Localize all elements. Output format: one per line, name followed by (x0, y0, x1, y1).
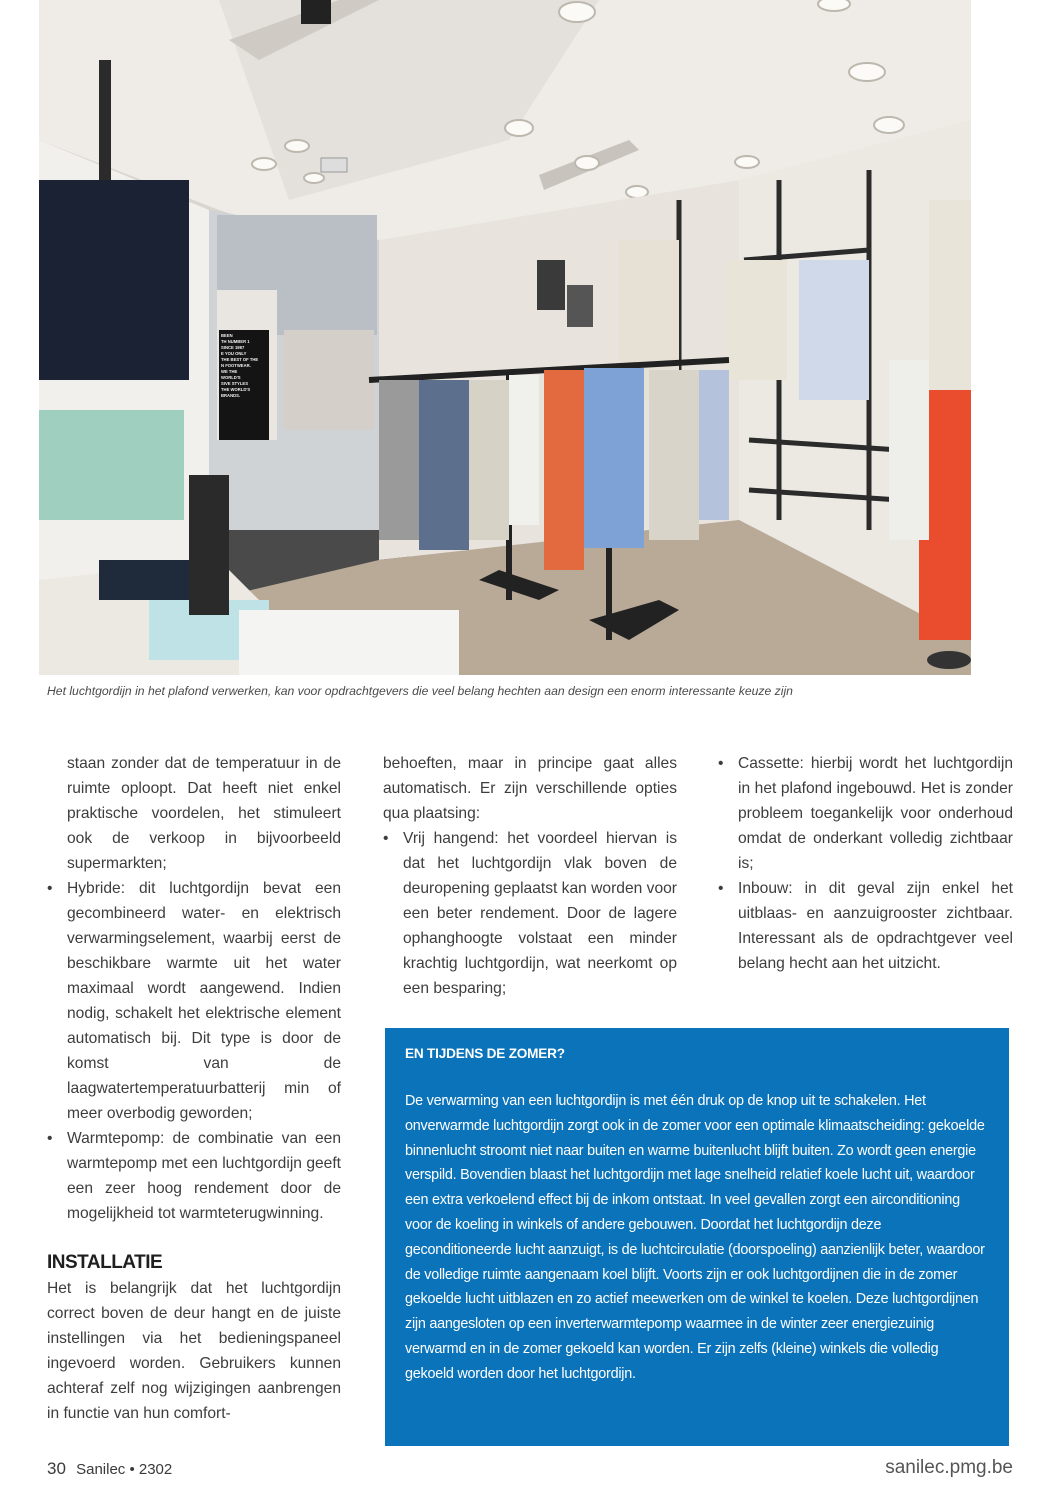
storefront-sign-line: WE THE (221, 369, 238, 374)
storefront-sign-line: THE BEST OF THE (221, 357, 259, 362)
storefront-sign-line: BRANDS. (221, 393, 241, 398)
storefront-sign-line: TH NUMBER 1 (221, 339, 250, 344)
paragraph: behoeften, maar in principe gaat alles automatisch. Er zijn verschillende opties qua plaatsing: (383, 755, 677, 822)
bullet-item-warmtepomp (47, 1126, 341, 1226)
text-column-1 (47, 751, 341, 1426)
bullet-text: Inbouw: in dit geval zijn enkel het uitblaas- en aanzuigrooster zichtbaar. Interessant als de opdrachtgever veel belang hecht aan het uitzicht. (738, 880, 1013, 972)
footer-publication (47, 1459, 172, 1479)
storefront-sign-line: N FOOTWEAR. (221, 363, 251, 368)
section-heading-installatie: INSTALLATIE (47, 1252, 163, 1273)
page-number: 30 (47, 1459, 66, 1478)
text-column-3 (718, 751, 1013, 976)
store-interior-illustration (39, 0, 971, 675)
bullet-text: Warmtepomp: de combinatie van een warmtepomp met een luchtgordijn geeft een zeer hoog rendement door de mogelijkheid tot warmteterugwinning. (67, 1130, 341, 1222)
publication-issue: Sanilec • 2302 (76, 1461, 173, 1478)
storefront-sign-line: SINCE 1987 (221, 345, 245, 350)
bullet-item-hybride (47, 876, 341, 1126)
paragraph: staan zonder dat de temperatuur in de ruimte oploopt. Dat heeft niet enkel praktische voordelen, het stimuleert ook de verkoop in bijvoorbeeld supermarkten; (67, 755, 341, 872)
bullet-symbol: • (47, 1130, 53, 1147)
storefront-sign-line: SIVE STYLES (221, 381, 248, 386)
photo-caption: Het luchtgordijn in het plafond verwerken, kan voor opdrachtgevers die veel belang hechten aan design een enorm interessante keuze zijn (47, 684, 793, 698)
bullet-symbol: • (47, 880, 53, 897)
text-column-2 (383, 751, 677, 1001)
summer-info-box (385, 1028, 1009, 1446)
info-box-title: EN TIJDENS DE ZOMER? (405, 1046, 565, 1061)
storefront-sign-line: THE WORLD'S (221, 387, 251, 392)
bullet-text: Cassette: hierbij wordt het luchtgordijn in het plafond ingebouwd. Het is zonder probleem toegankelijk voor onderhoud omdat de onderkant volledig zichtbaar is; (738, 755, 1013, 872)
storefront-sign-line: BEEN (221, 333, 233, 338)
bullet-item-cassette (718, 751, 1013, 876)
store-interior-photo (39, 0, 971, 675)
bullet-symbol: • (718, 755, 724, 772)
info-box-text: De verwarming van een luchtgordijn is met één druk op de knop uit te schakelen. Het onverwarmde luchtgordijn zorgt ook in de zomer voor een optimale klimaatscheiding: gekoelde binnenlucht stroomt niet naar buiten en warme buitenlucht blijft buiten. Zo wordt geen energie verspild. Bovendien blaast het luchtgordijn met lage snelheid relatief koele lucht uit, waardoor een extra verkoelend effect bij de inkom ontstaat. In veel gevallen zorgt een airconditioning voor de koeling in winkels of andere gebouwen. Doordat het luchtgordijn deze geconditioneerde lucht aanzuigt, is de luchtcirculatie (doorspoeling) aanzienlijk beter, waardoor de volledige ruimte aangenaam koel blijft. Voorts zijn er ook luchtgordijnen die in de zomer gekoelde lucht uitblazen en zo actief meewerken om de winkel te koelen. Deze luchtgordijnen zijn aangesloten op een inverterwarmtepomp waarmee in de winter zeer energiezuinig verwarmd en in de zomer gekoeld kan worden. Er zijn zelfs (kleine) winkels die volledig gekoeld worden door het luchtgordijn. (405, 1093, 985, 1382)
bullet-item-inbouw (718, 876, 1013, 976)
bullet-item-vrij-hangend (383, 826, 677, 1001)
paragraph: Het is belangrijk dat het luchtgordijn correct boven de deur hangt en de juiste instellingen via het bedieningspaneel ingevoerd worden. Gebruikers kunnen achteraf zelf nog wijzigingen aanbrengen in functie van hun comfort- (47, 1280, 341, 1422)
bullet-text: Vrij hangend: het voordeel hiervan is dat het luchtgordijn vlak boven de deuropening geplaatst kan worden voor een beter rendement. Door de lagere ophanghoogte volstaat een minder krachtig luchtgordijn, wat neerkomt op een besparing; (403, 830, 677, 997)
storefront-sign-line: E YOU ONLY (221, 351, 247, 356)
bullet-symbol: • (383, 830, 389, 847)
website-link[interactable]: sanilec.pmg.be (885, 1457, 1013, 1478)
bullet-text: Hybride: dit luchtgordijn bevat een gecombineerd water- en elektrisch verwarmingselement, waarbij eerst de beschikbare warmte uit het water maximaal wordt aangewend. Indien nodig, schakelt het elektrische element automatisch bij. Dit type is door de komst van de laagwatertemperatuurbatterij min of meer overbodig geworden; (67, 880, 341, 1122)
storefront-sign-line: WORLD'S (221, 375, 241, 380)
bullet-symbol: • (718, 880, 724, 897)
